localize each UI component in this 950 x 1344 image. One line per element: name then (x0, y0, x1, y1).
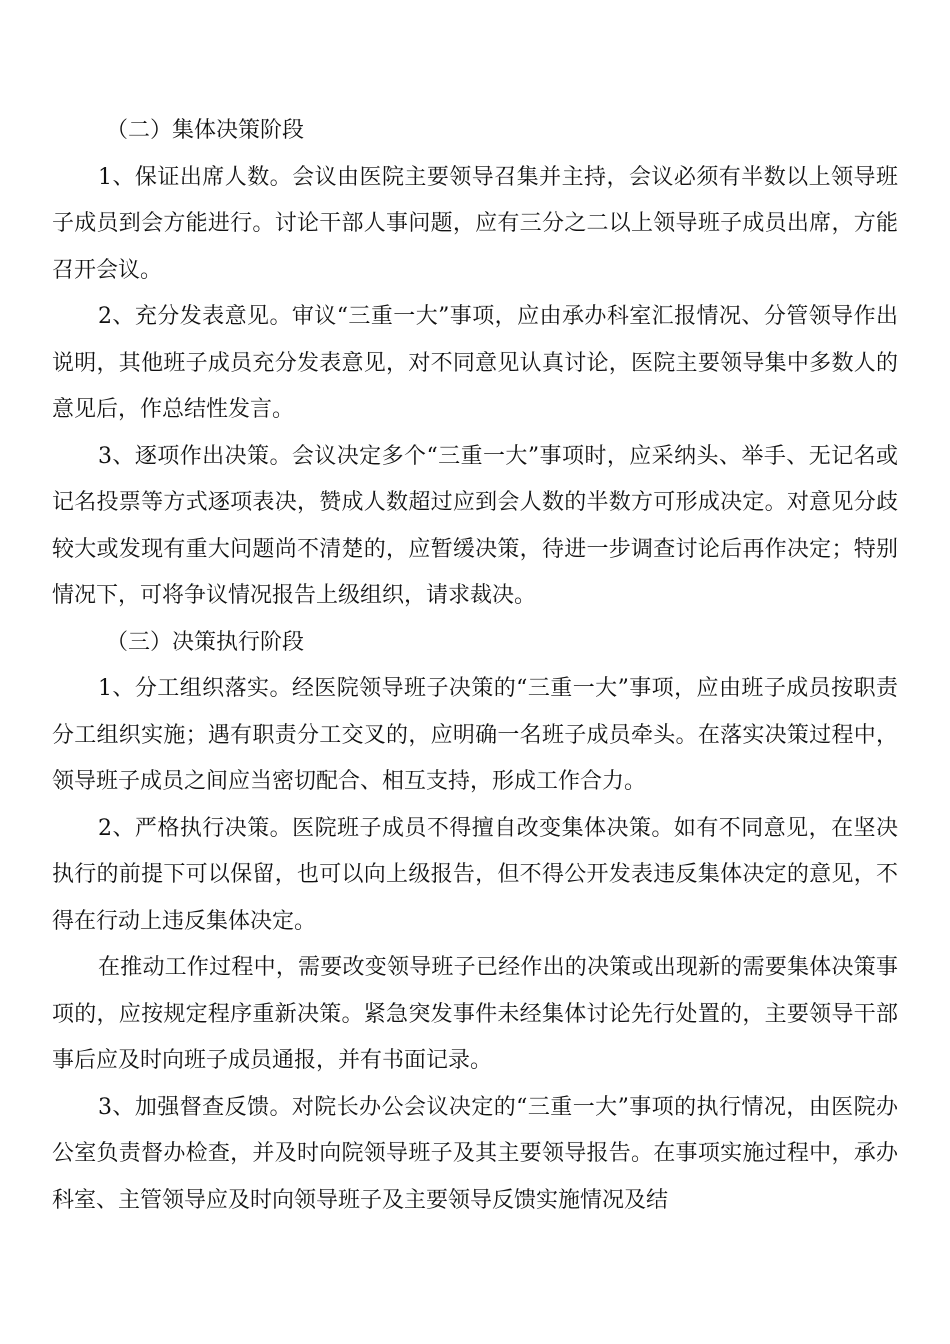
paragraph-division-of-labor: 1、分工组织落实。经医院领导班子决策的“三重一大”事项，应由班子成员按职责分工组织实施；遇有职责分工交叉的，应明确一名班子成员牵头。在落实决策过程中，领导班子成员之间应当密切配合、相互支持，形成工作合力。 (52, 676, 898, 794)
section-heading-collective-decision: （二）集体决策阶段 (106, 118, 305, 143)
paragraph-express-opinions: 2、充分发表意见。审议“三重一大”事项，应由承办科室汇报情况、分管领导作出说明，其他班子成员充分发表意见，对不同意见认真讨论，医院主要领导集中多数人的意见后，作总结性发言。 (52, 304, 898, 422)
document-page (52, 108, 898, 1224)
section-heading-decision-execution: （三）决策执行阶段 (106, 629, 305, 655)
paragraph-strict-execution: 2、严格执行决策。医院班子成员不得擅自改变集体决策。如有不同意见，在坚决执行的前提下可以保留，也可以向上级报告，但不得公开发表违反集体决定的意见，不得在行动上违反集体决定。 (52, 815, 898, 934)
paragraph-supervision-feedback: 3、加强督查反馈。对院长办公会议决定的“三重一大”事项的执行情况，由医院办公室负责督办检查，并及时向院领导班子及其主要领导报告。在事项实施过程中，承办科室、主管领导应及时向领导班子及主要领导反馈实施情况及结 (52, 1094, 898, 1213)
paragraph-itemized-decision: 3、逐项作出决策。会议决定多个“三重一大”事项时，应采纳头、举手、无记名或记名投票等方式逐项表决，赞成人数超过应到会人数的半数方可形成决定。对意见分歧较大或发现有重大问题尚不清楚的，应暂缓决策，待进一步调查讨论后再作决定；特别情况下，可将争议情况报告上级组织，请求裁决。 (52, 443, 898, 608)
paragraph-attendance: 1、保证出席人数。会议由医院主要领导召集并主持，会议必须有半数以上领导班子成员到会方能进行。讨论干部人事问题，应有三分之二以上领导班子成员出席，方能召开会议。 (52, 164, 898, 283)
paragraph-redecision: 在推动工作过程中，需要改变领导班子已经作出的决策或出现新的需要集体决策事项的，应按规定程序重新决策。紧急突发事件未经集体讨论先行处置的，主要领导干部事后应及时向班子成员通报，并有书面记录。 (52, 955, 898, 1073)
